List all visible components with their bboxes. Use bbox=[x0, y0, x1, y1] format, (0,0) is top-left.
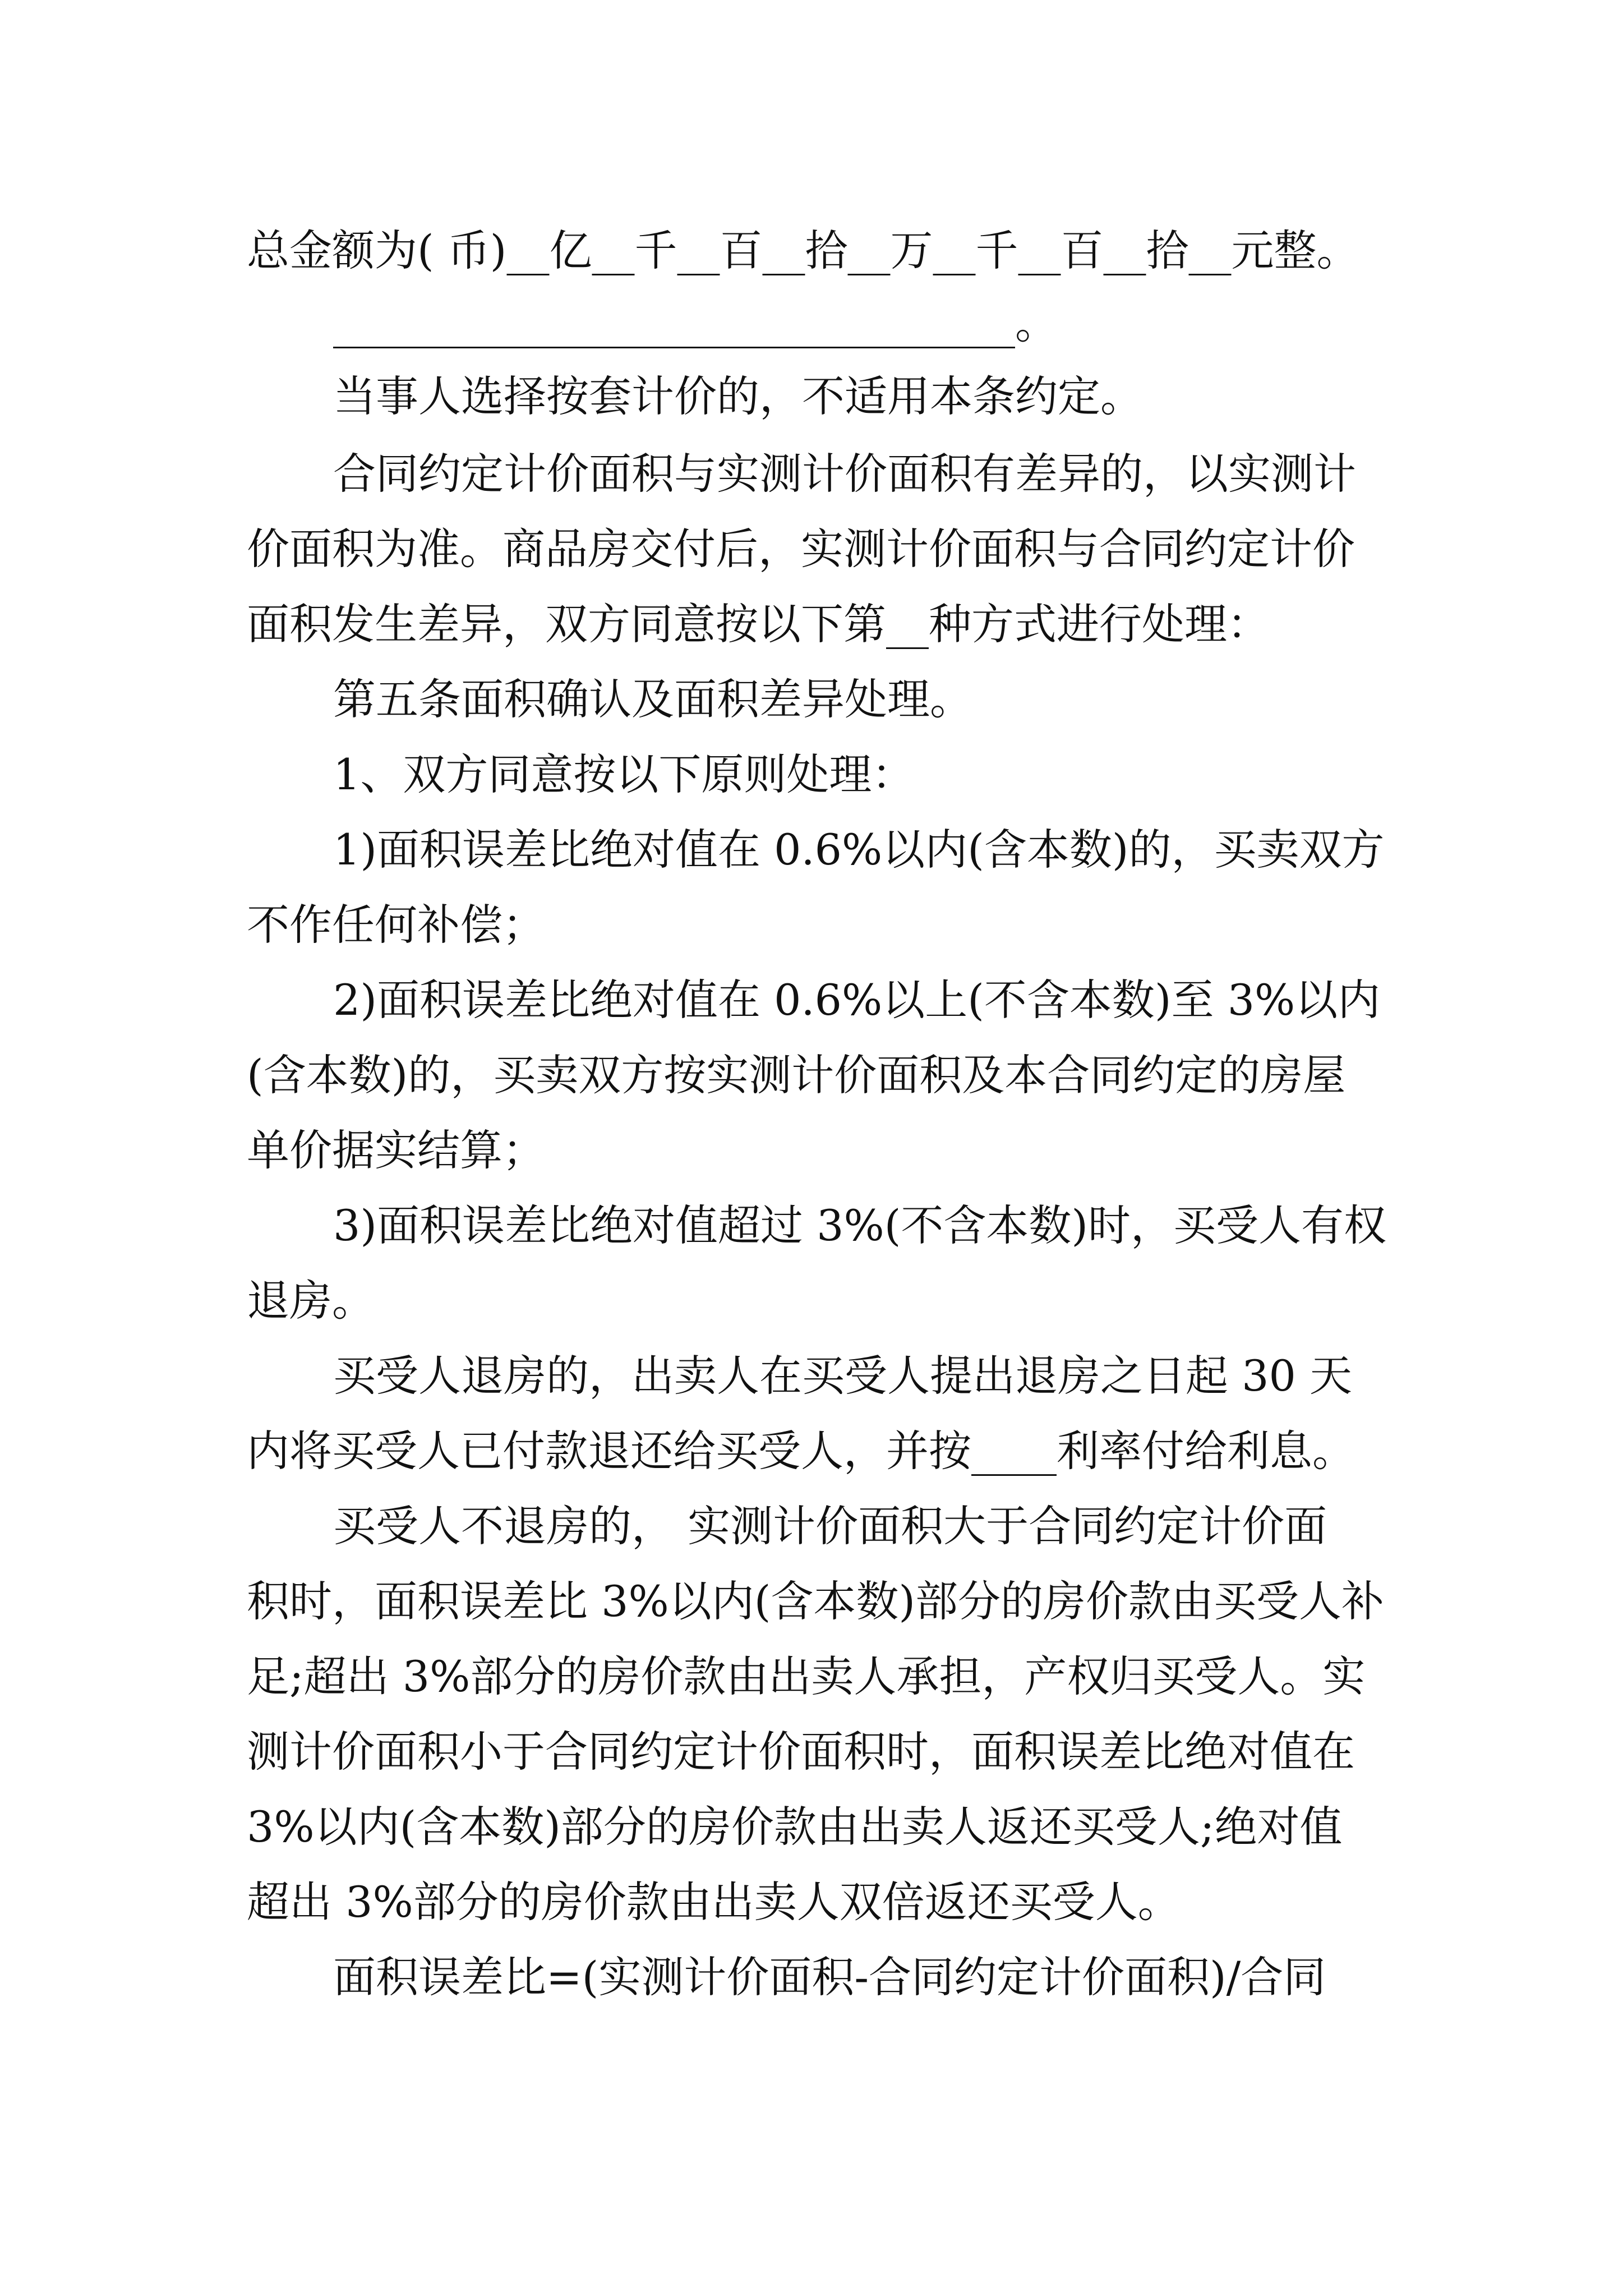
text-line: 积时，面积误差比 3%以内(含本数)部分的房价款由买受人补 bbox=[247, 1576, 1385, 1626]
text-line: 足;超出 3%部分的房价款由出卖人承担，产权归买受人。实 bbox=[247, 1651, 1366, 1701]
text-line: 买受人退房的，出卖人在买受人提出退房之日起 30 天 bbox=[333, 1351, 1353, 1401]
text-line: 合同约定计价面积与实测计价面积有差异的，以实测计 bbox=[333, 449, 1356, 499]
text-line-total-amount: 总金额为( 币)__亿__千__百__拾__万__千__百__拾__元整。 bbox=[247, 226, 1359, 275]
text-line: 面积发生差异，双方同意按以下第__种方式进行处理： bbox=[247, 599, 1270, 649]
text-line: 退房。 bbox=[247, 1276, 375, 1326]
text-line: 面积误差比=(实测计价面积-合同约定计价面积)/合同 bbox=[333, 1952, 1326, 2002]
text-line: 不作任何补偿； bbox=[247, 900, 545, 950]
text-line: 当事人选择按套计价的，不适用本条约定。 bbox=[333, 371, 1143, 421]
text-line: 价面积为准。商品房交付后，实测计价面积与合同约定计价 bbox=[247, 524, 1355, 574]
text-line: 超出 3%部分的房价款由出卖人双倍返还买受人。 bbox=[247, 1877, 1181, 1927]
text-line: 2)面积误差比绝对值在 0.6%以上(不含本数)至 3%以内 bbox=[333, 975, 1381, 1025]
text-line: 单价据实结算； bbox=[247, 1125, 545, 1175]
text-line: 1)面积误差比绝对值在 0.6%以内(含本数)的，买卖双方 bbox=[333, 825, 1385, 875]
text-line: 测计价面积小于合同约定计价面积时，面积误差比绝对值在 bbox=[247, 1727, 1355, 1777]
text-line: 买受人不退房的， 实测计价面积大于合同约定计价面 bbox=[333, 1501, 1327, 1551]
text-line: 内将买受人已付款退还给买受人，并按____利率付给利息。 bbox=[247, 1426, 1355, 1476]
text-line: 3)面积误差比绝对值超过 3%(不含本数)时，买受人有权 bbox=[333, 1200, 1387, 1250]
text-line: 1、双方同意按以下原则处理： bbox=[333, 749, 915, 799]
text-line-blank: ________________________________。 bbox=[333, 298, 1058, 348]
text-line: 3%以内(含本数)部分的房价款由出卖人返还买受人;绝对值 bbox=[247, 1802, 1343, 1852]
text-line: (含本数)的，买卖双方按实测计价面积及本合同约定的房屋 bbox=[247, 1050, 1346, 1100]
section-heading: 第五条面积确认及面积差异处理。 bbox=[333, 674, 972, 724]
